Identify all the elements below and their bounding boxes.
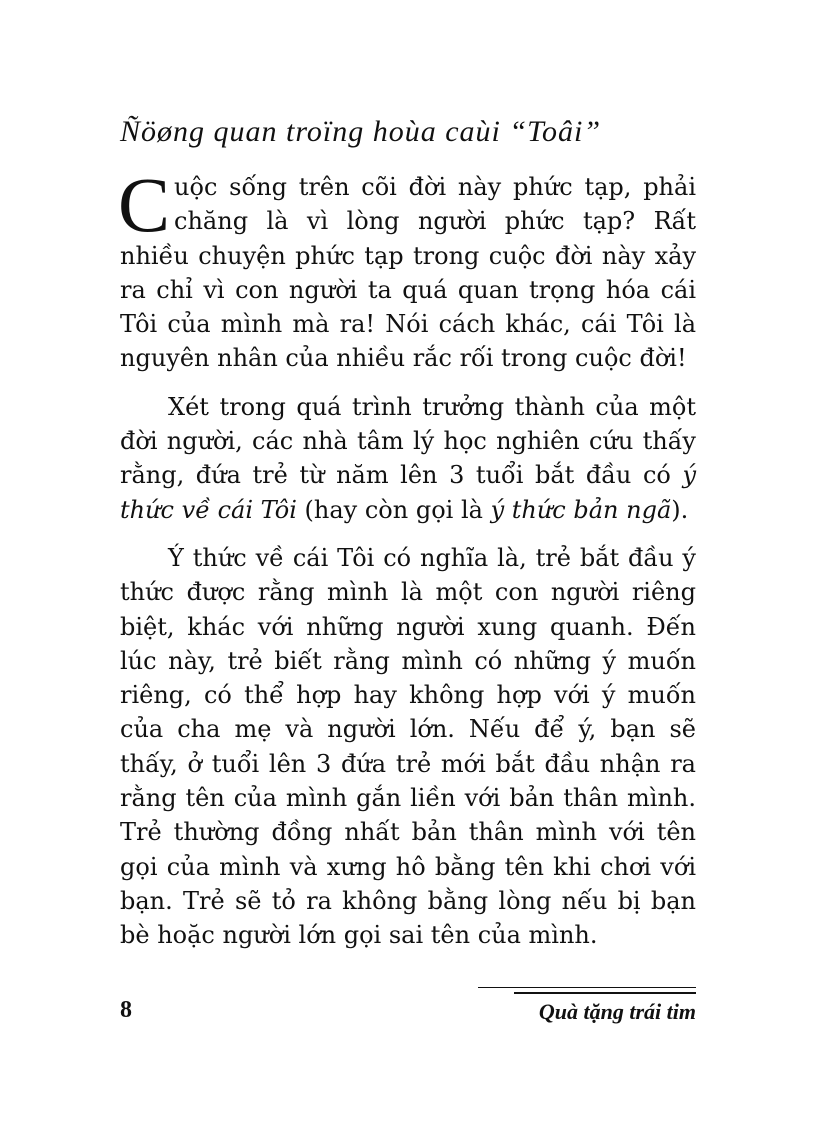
running-title: Quà tặng trái tim — [538, 999, 696, 1024]
footer-rule-thin — [478, 987, 696, 988]
paragraph-3-text: Ý thức về cái Tôi có nghĩa là, trẻ bắt đầu ý thức được rằng mình là một con người riêng biệt, khác với những người xung quanh. Đến lúc này, trẻ biết rằng mình có những ý muốn riêng, có thể hợp hay không hợp với ý muốn của cha mẹ và người lớn. Nếu để ý, bạn sẽ thấy, ở tuổi lên 3 đứa trẻ mới bắt đầu nhận ra rằng tên của mình gắn liền với bản thân mình. Trẻ thường đồng nhất bản thân mình với tên gọi của mình và xưng hô bằng tên khi chơi với bạn. Trẻ sẽ tỏ ra không bằng lòng nếu bị bạn bè hoặc người lớn gọi sai tên của mình. — [120, 543, 696, 950]
paragraph-2-italic-term-1: ý thức về cái Tôi — [120, 461, 696, 524]
footer-rule-thick — [514, 992, 696, 994]
paragraph-2-text-after: ). — [671, 495, 689, 524]
paragraph-1-text: uộc sống trên cõi đời này phức tạp, phải chăng là vì lòng người phức tạp? Rất nhiều chuyện phức tạp trong cuộc đời này xảy ra chỉ vì con người ta quá quan trọng hóa cái Tôi của mình mà ra! Nói cách khác, cái Tôi là nguyên nhân của nhiều rắc rối trong cuộc đời! — [120, 173, 696, 373]
paragraph-2-italic-term-2: ý thức bản ngã — [490, 495, 672, 524]
paragraph-2-text-middle: (hay còn gọi là — [296, 495, 491, 524]
page-number: 8 — [120, 997, 132, 1023]
paragraph-2-text-before: Xét trong quá trình trưởng thành của một đời người, các nhà tâm lý học nghiên cứu thấy rằng, đứa trẻ từ năm lên 3 tuổi bắt đầu có — [120, 392, 696, 490]
body-text — [118, 161, 696, 967]
section-heading: Ñöøng quan troïng hoùa caùi “Toâi” — [120, 115, 602, 148]
drop-cap: C — [118, 161, 171, 248]
paragraph-2 — [120, 390, 696, 527]
paragraph-1 — [118, 161, 696, 376]
paragraph-3 — [120, 541, 696, 953]
